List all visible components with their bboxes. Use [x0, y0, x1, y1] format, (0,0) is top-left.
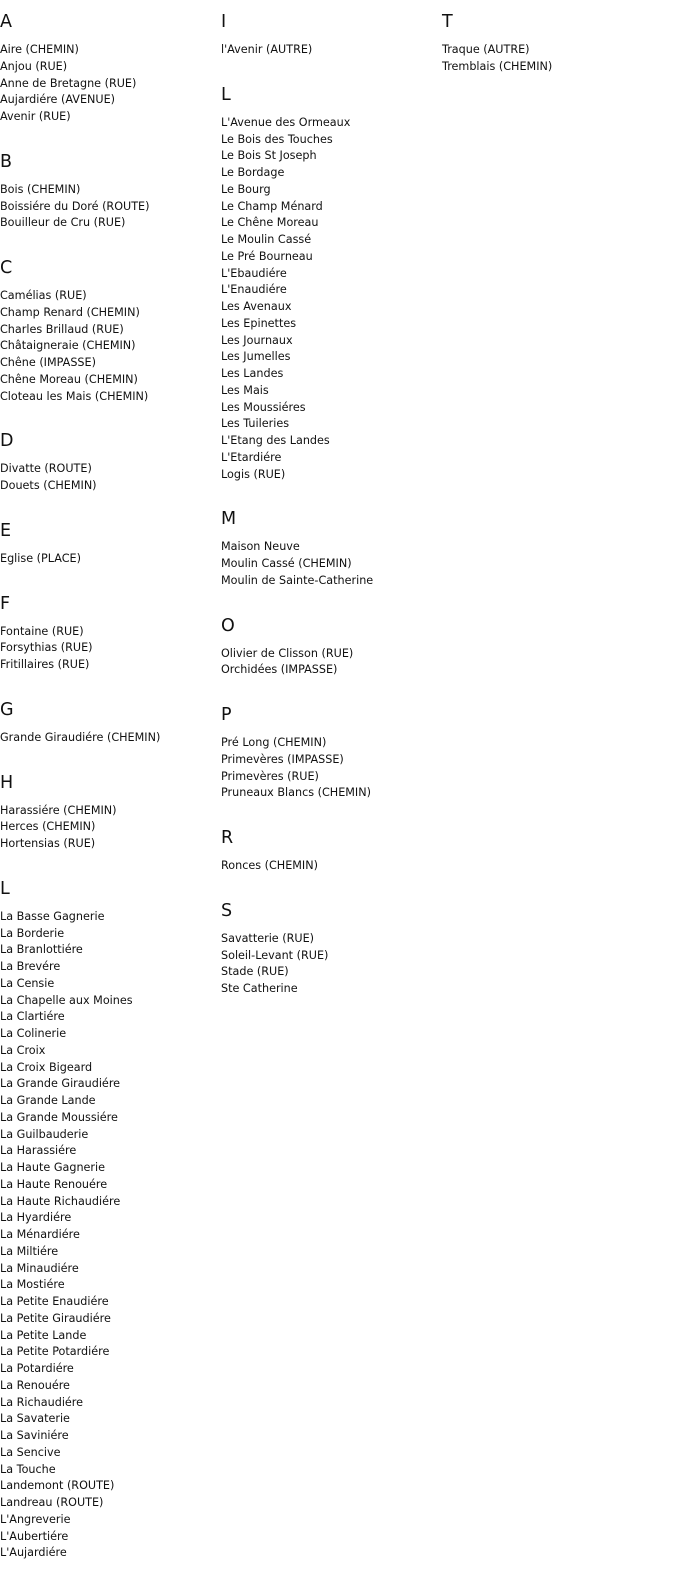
section-letter-heading: D: [0, 431, 14, 452]
street-list-item: La Haute Richaudiére: [0, 1194, 121, 1208]
street-list: [0, 288, 220, 405]
letter-section: [0, 258, 220, 405]
street-list-item: Landemont (ROUTE): [0, 1479, 115, 1493]
street-list-item: Ste Catherine: [221, 982, 298, 995]
street-list-item: L'Avenue des Ormeaux: [221, 115, 351, 129]
street-list-item: La Grande Giraudiére: [0, 1077, 121, 1091]
section-letter-heading: G: [0, 699, 14, 720]
letter-section: [221, 85, 441, 484]
street-list-item: La Petite Enaudiére: [0, 1295, 109, 1308]
street-list-item: Primevères (IMPASSE): [221, 752, 344, 766]
street-list-item: La Mostiére: [0, 1278, 65, 1292]
street-list-item: La Grande Lande: [0, 1094, 96, 1107]
street-list-item: Les Jumelles: [221, 350, 291, 364]
street-list-item: L'Aubertiére: [0, 1529, 69, 1543]
section-letter-heading: L: [0, 878, 10, 899]
street-list-item: Pré Long (CHEMIN): [221, 736, 327, 749]
street-list: [221, 539, 441, 589]
letter-section: [0, 12, 220, 126]
street-list-item: Savatterie (RUE): [221, 931, 314, 945]
section-letter-heading: A: [0, 12, 12, 32]
letter-section: [221, 616, 441, 680]
street-list: [0, 803, 220, 853]
street-list-item: Les Landes: [221, 367, 284, 380]
letter-section: [0, 594, 220, 674]
street-list-item: Grande Giraudiére (CHEMIN): [0, 730, 161, 744]
street-list: [0, 461, 220, 495]
street-list-item: Le Bois St Joseph: [221, 149, 317, 163]
street-list-item: Le Pré Bourneau: [221, 249, 313, 263]
street-list-item: Le Champ Ménard: [221, 199, 323, 213]
street-list: [221, 646, 441, 680]
section-letter-heading: P: [221, 705, 232, 725]
section-letter-heading: I: [221, 12, 227, 32]
street-list-item: Pruneaux Blancs (CHEMIN): [221, 786, 371, 800]
letter-section: [442, 12, 662, 76]
street-list-item: Bois (CHEMIN): [0, 182, 81, 196]
street-list: [0, 624, 220, 674]
street-list-item: La Richaudiére: [0, 1395, 84, 1409]
street-list-item: La Miltiére: [0, 1244, 59, 1258]
section-letter-heading: C: [0, 258, 13, 278]
section-letter-heading: O: [221, 615, 235, 636]
street-list-item: La Ménardiére: [0, 1228, 80, 1241]
street-list-item: L'Etardiére: [221, 450, 282, 464]
street-list-item: Anjou (RUE): [0, 59, 68, 73]
street-list-item: Traque (AUTRE): [442, 43, 530, 56]
street-list-item: Les Moussiéres: [221, 400, 306, 414]
street-list-item: Primevères (RUE): [221, 769, 319, 783]
street-list-item: La Croix Bigeard: [0, 1060, 93, 1074]
street-list-item: La Guilbauderie: [0, 1127, 89, 1141]
street-list-item: Le Chêne Moreau: [221, 216, 319, 230]
street-list-item: Landreau (ROUTE): [0, 1496, 104, 1509]
letter-section: [0, 773, 220, 853]
street-list-item: Le Bourg: [221, 182, 271, 196]
street-list-item: Fritillaires (RUE): [0, 658, 90, 671]
street-list-item: Aujardiére (AVENUE): [0, 93, 116, 107]
street-list-item: Forsythias (RUE): [0, 641, 93, 655]
street-list-item: La Petite Potardiére: [0, 1345, 110, 1359]
letter-section: [221, 509, 441, 589]
street-list-item: Camélias (RUE): [0, 289, 87, 302]
street-list-item: Logis (RUE): [221, 467, 286, 481]
street-list-item: Les Mais: [221, 383, 269, 397]
street-list-item: La Potardiére: [0, 1362, 74, 1375]
street-list: [442, 42, 662, 76]
street-list-item: Hortensias (RUE): [0, 837, 96, 850]
street-list-item: La Censie: [0, 976, 55, 990]
street-list-item: L'Aujardiére: [0, 1546, 67, 1560]
street-list-item: Olivier de Clisson (RUE): [221, 646, 354, 660]
street-list-item: Les Tuileries: [221, 417, 290, 431]
street-list-item: La Borderie: [0, 926, 65, 940]
letter-section: [0, 879, 220, 1562]
street-list-item: Champ Renard (CHEMIN): [0, 305, 140, 319]
street-list-item: Bouilleur de Cru (RUE): [0, 216, 126, 230]
street-list-item: Les Epinettes: [221, 316, 297, 330]
street-list: [0, 730, 220, 747]
section-letter-heading: E: [0, 520, 12, 541]
street-list-item: La Clartiére: [0, 1010, 65, 1024]
letter-section: [0, 521, 220, 568]
street-list-item: Cloteau les Mais (CHEMIN): [0, 389, 149, 403]
street-list: [221, 931, 441, 998]
street-list-item: La Hyardiére: [0, 1211, 72, 1225]
street-list: [0, 551, 220, 568]
street-list: [221, 735, 441, 802]
section-letter-heading: H: [0, 772, 14, 793]
street-list: [221, 42, 441, 59]
letter-section: [0, 431, 220, 495]
street-list-item: La Sencive: [0, 1445, 61, 1459]
section-letter-heading: L: [221, 84, 231, 105]
street-list: [221, 858, 441, 875]
street-list: [0, 182, 220, 232]
street-list-item: Divatte (ROUTE): [0, 462, 92, 476]
street-list-item: Harassiére (CHEMIN): [0, 803, 117, 817]
letter-section: [0, 700, 220, 747]
section-letter-heading: R: [221, 828, 234, 848]
street-list-item: La Branlottiére: [0, 943, 83, 957]
street-list-item: Herces (CHEMIN): [0, 820, 96, 834]
street-list: [221, 115, 441, 484]
street-list-item: La Brevére: [0, 960, 61, 973]
street-list-item: Moulin de Sainte-Catherine: [221, 573, 374, 587]
street-list-item: Charles Brillaud (RUE): [0, 322, 124, 336]
index-column-3: [442, 0, 662, 102]
street-list-item: Maison Neuve: [221, 540, 300, 554]
letter-section: [221, 901, 441, 998]
street-list-item: La Petite Lande: [0, 1328, 87, 1342]
street-list-item: Le Bois des Touches: [221, 132, 333, 146]
street-list-item: Le Moulin Cassé: [221, 233, 312, 246]
street-list-item: Avenir (RUE): [0, 110, 71, 123]
street-list-item: Soleil-Levant (RUE): [221, 948, 329, 962]
street-list-item: Chêne Moreau (CHEMIN): [0, 372, 138, 386]
street-list-item: La Chapelle aux Moines: [0, 993, 133, 1007]
street-list-item: l'Avenir (AUTRE): [221, 43, 313, 56]
street-list-item: La Petite Giraudiére: [0, 1311, 111, 1325]
street-list: [0, 909, 220, 1562]
street-list-item: La Basse Gagnerie: [0, 909, 105, 923]
street-list-item: Moulin Cassé (CHEMIN): [221, 557, 352, 570]
street-list-item: Anne de Bretagne (RUE): [0, 76, 137, 90]
street-list-item: La Haute Renouére: [0, 1177, 108, 1191]
section-letter-heading: B: [0, 151, 13, 172]
street-list-item: La Renouére: [0, 1378, 70, 1392]
street-list-item: Le Bordage: [221, 166, 285, 179]
street-list-item: L'Angreverie: [0, 1512, 71, 1526]
street-list-item: Châtaigneraie (CHEMIN): [0, 339, 136, 353]
street-list-item: La Minaudiére: [0, 1261, 79, 1275]
section-letter-heading: S: [221, 900, 233, 921]
street-list-item: Les Avenaux: [221, 300, 292, 313]
street-list-item: Fontaine (RUE): [0, 624, 84, 638]
street-list-item: La Harassiére: [0, 1144, 77, 1158]
street-list-item: Boissiére du Doré (ROUTE): [0, 199, 150, 213]
letter-section: [221, 12, 441, 59]
street-list-item: La Haute Gagnerie: [0, 1161, 106, 1174]
letter-section: [221, 705, 441, 802]
index-column-2: [221, 0, 441, 1024]
street-list-item: Aire (CHEMIN): [0, 43, 79, 56]
street-list-item: Eglise (PLACE): [0, 551, 81, 565]
street-list-item: La Grande Moussiére: [0, 1110, 118, 1124]
street-list-item: La Touche: [0, 1462, 56, 1476]
street-list: [0, 42, 220, 126]
section-letter-heading: T: [442, 12, 453, 32]
street-list-item: Tremblais (CHEMIN): [442, 59, 553, 73]
street-list-item: Orchidées (IMPASSE): [221, 663, 338, 677]
street-list-item: Chêne (IMPASSE): [0, 356, 96, 369]
street-list-item: L'Ebaudiére: [221, 266, 287, 280]
street-list-item: Stade (RUE): [221, 965, 289, 979]
street-list-item: Douets (CHEMIN): [0, 479, 97, 492]
street-list-item: L'Enaudiére: [221, 283, 287, 297]
street-list-item: Les Journaux: [221, 333, 293, 347]
street-list-item: La Saviniére: [0, 1429, 69, 1442]
street-list-item: La Savaterie: [0, 1412, 70, 1426]
street-list-item: La Colinerie: [0, 1027, 67, 1040]
letter-section: [221, 828, 441, 875]
section-letter-heading: M: [221, 509, 237, 530]
street-list-item: La Croix: [0, 1043, 46, 1057]
street-list-item: Ronces (CHEMIN): [221, 859, 318, 872]
section-letter-heading: F: [0, 593, 11, 614]
street-list-item: L'Etang des Landes: [221, 434, 330, 447]
letter-section: [0, 152, 220, 232]
index-column-1: [0, 0, 220, 1588]
